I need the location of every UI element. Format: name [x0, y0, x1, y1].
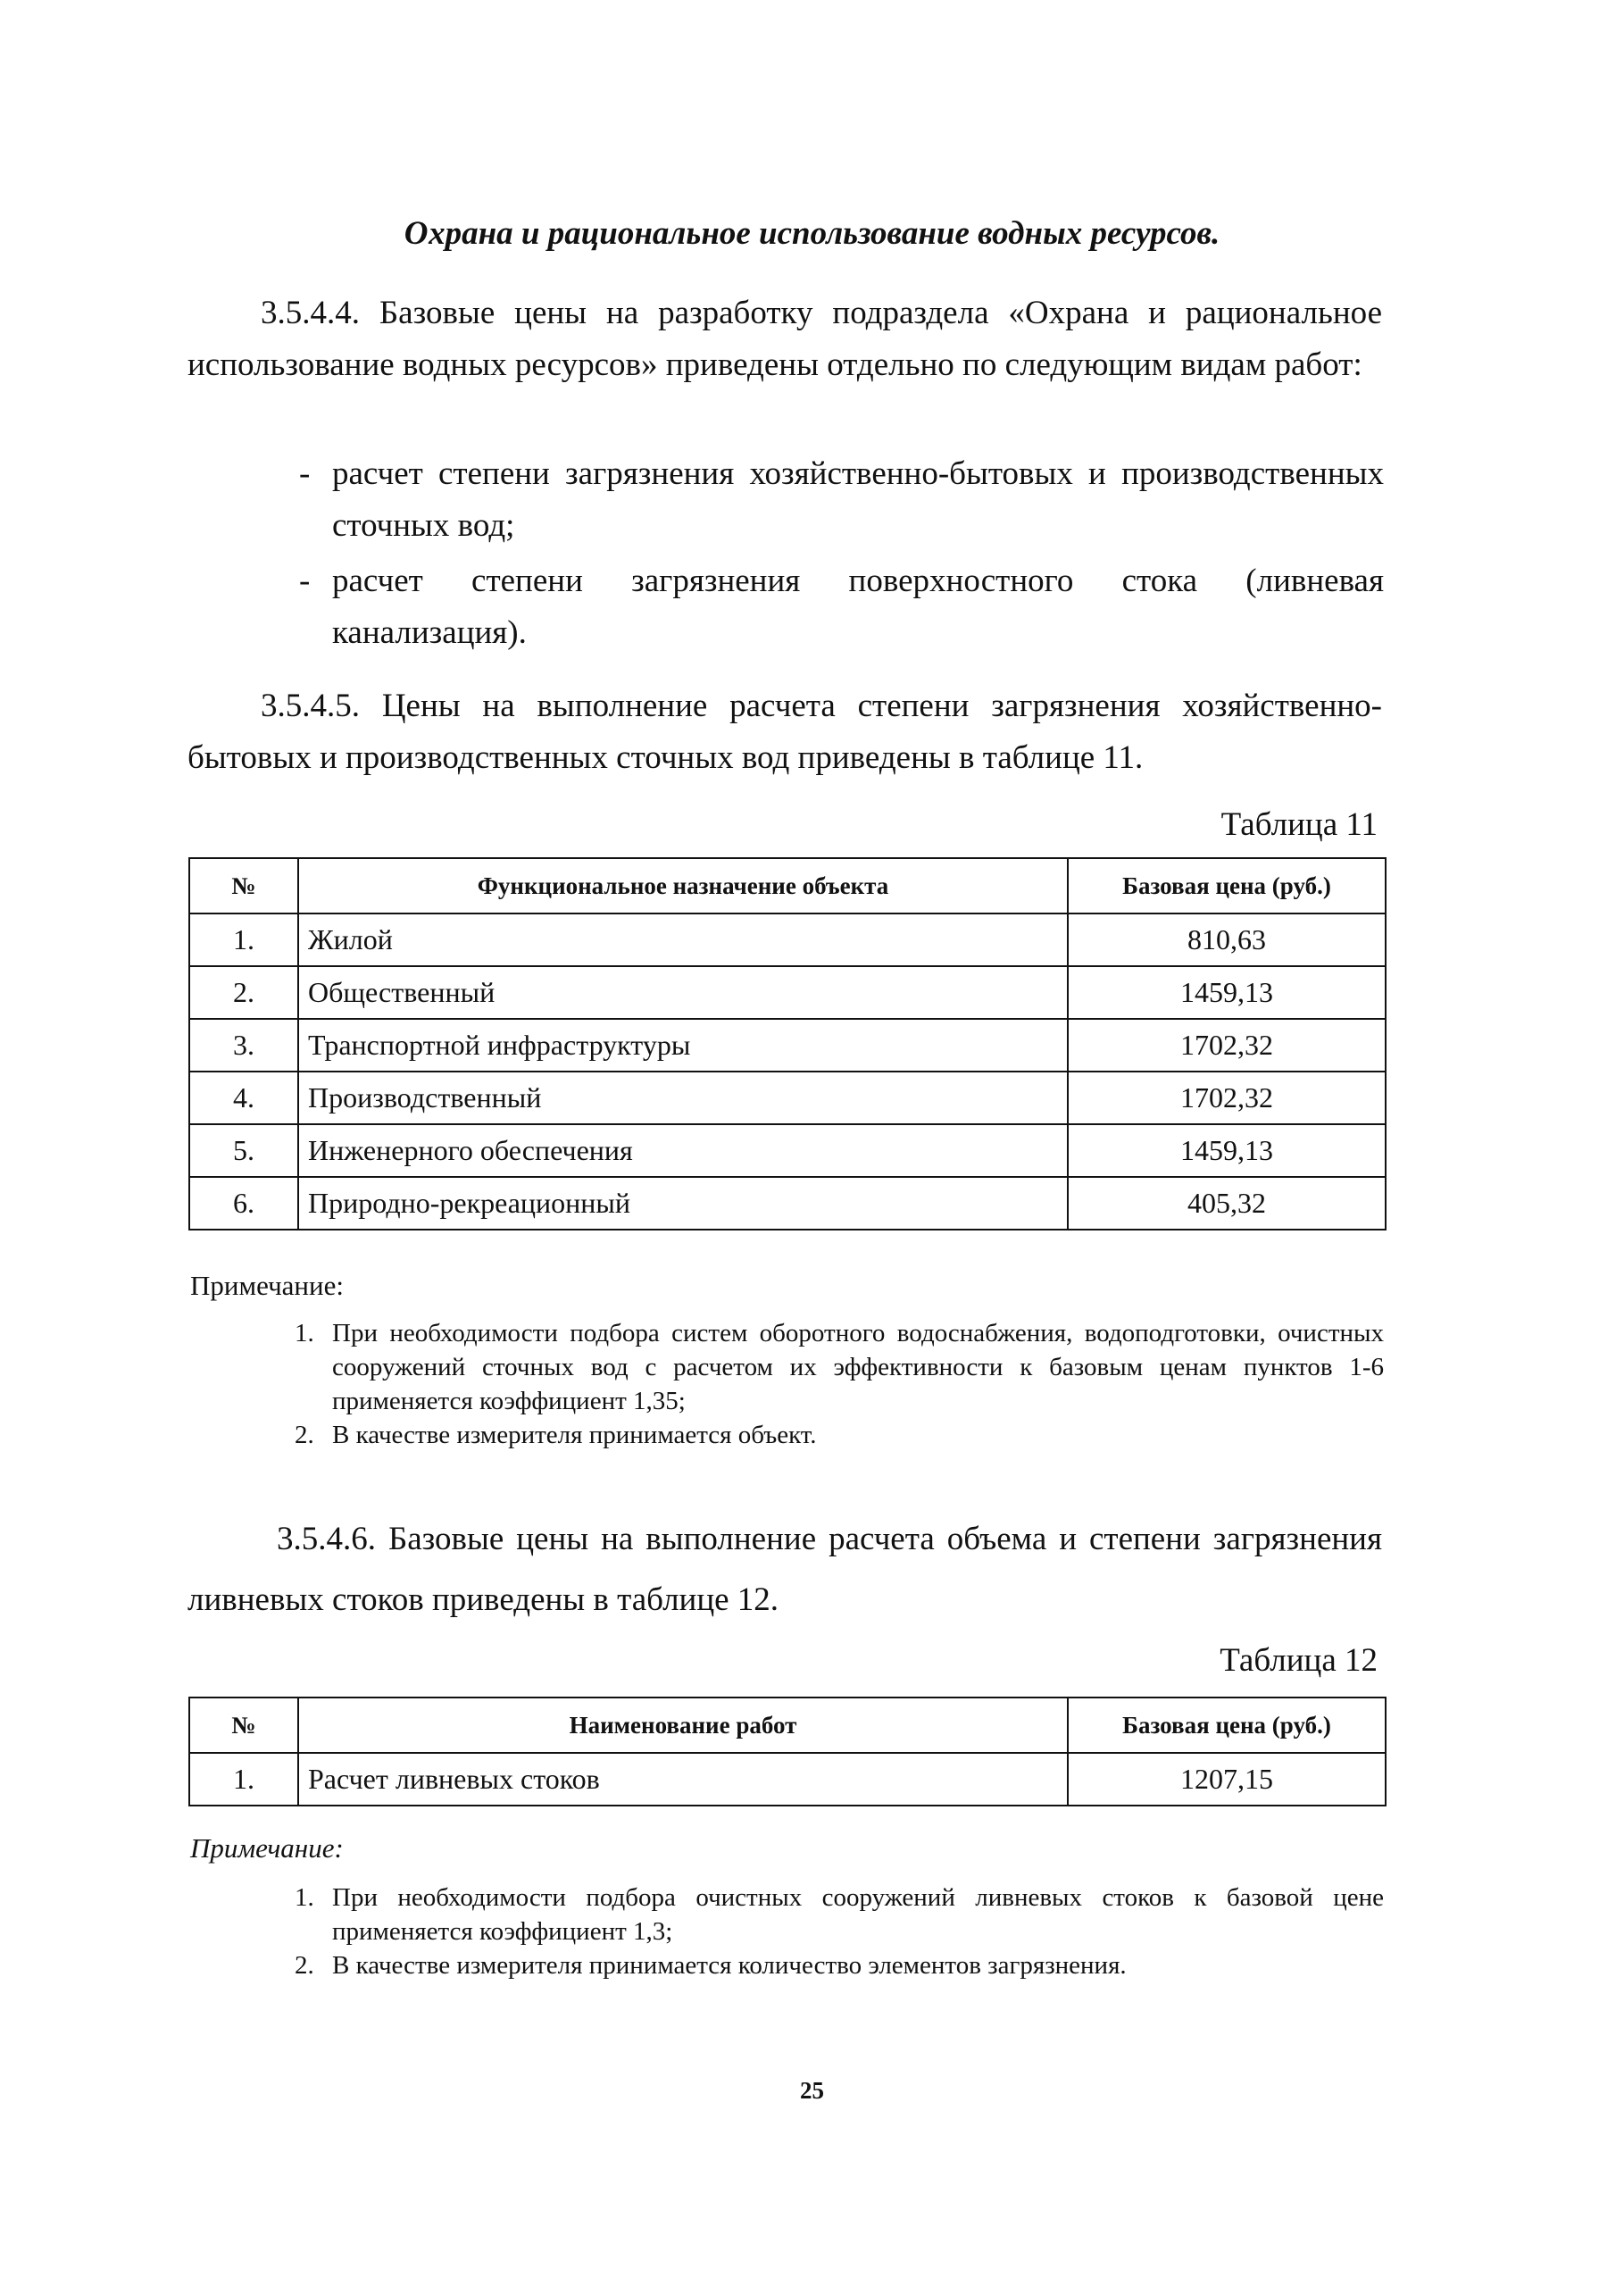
- row-number: 5.: [189, 1124, 298, 1177]
- row-work-name: Расчет ливневых стоков: [298, 1753, 1068, 1806]
- note-1-list: [295, 1316, 1384, 1452]
- note-item: 2. В качестве измерителя принимается объект.: [295, 1421, 817, 1449]
- bullet-item-2: [299, 555, 1384, 659]
- table-row: [189, 1072, 1386, 1124]
- bullet-item-1: [299, 448, 1384, 552]
- table-row: [189, 966, 1386, 1019]
- table-11: [188, 857, 1387, 1230]
- paragraph-3-5-4-5: [187, 680, 1382, 784]
- row-number: 3.: [189, 1019, 298, 1072]
- note-2-label: Примечание:: [190, 1832, 344, 1864]
- row-function: Жилой: [298, 913, 1068, 966]
- table-12-caption: Таблица 12: [1220, 1642, 1378, 1679]
- row-function: Общественный: [298, 966, 1068, 1019]
- column-header-work-name: Наименование работ: [298, 1698, 1068, 1753]
- column-header-function: Функциональное назначение объекта: [298, 858, 1068, 913]
- bullet-text: расчет степени загрязнения поверхностного стока (ливневая канализация).: [332, 563, 1384, 651]
- row-price: 1459,13: [1068, 1124, 1386, 1177]
- table-12: [188, 1697, 1387, 1806]
- row-number: 1.: [189, 913, 298, 966]
- page-number: 25: [800, 2077, 824, 2104]
- paragraph-3-5-4-6: [187, 1509, 1382, 1631]
- row-price: 1207,15: [1068, 1753, 1386, 1806]
- column-header-price: Базовая цена (руб.): [1068, 858, 1386, 913]
- paragraph-text: 3.5.4.6. Базовые цены на выполнение расчета объема и степени загрязнения ливневых стоков приведены в таблице 12.: [187, 1521, 1382, 1618]
- table-row: [189, 1177, 1386, 1230]
- row-function: Производственный: [298, 1072, 1068, 1124]
- row-price: 1702,32: [1068, 1019, 1386, 1072]
- note-1-label: Примечание:: [190, 1270, 344, 1301]
- bullet-dash: -: [299, 455, 311, 492]
- table-11-caption: Таблица 11: [1220, 806, 1378, 843]
- note-2-list: [295, 1881, 1384, 1982]
- row-price: 405,32: [1068, 1177, 1386, 1230]
- table-row: [189, 1753, 1386, 1806]
- row-function: Природно-рекреационный: [298, 1177, 1068, 1230]
- table-row: [189, 1124, 1386, 1177]
- note-text: При необходимости подбора систем оборотного водоснабжения, водоподготовки, очистных сооружений сточных вод с расчетом их эффективности к базовым ценам пунктов 1-6 применяется коэффициент 1,35;: [332, 1319, 1384, 1415]
- paragraph-text: 3.5.4.5. Цены на выполнение расчета степени загрязнения хозяйственно-бытовых и производственных сточных вод приведены в таблице 11.: [187, 688, 1382, 776]
- table-row: [189, 1019, 1386, 1072]
- note-text: В качестве измерителя принимается количество элементов загрязнения.: [332, 1951, 1127, 1980]
- row-function: Транспортной инфраструктуры: [298, 1019, 1068, 1072]
- section-heading: Охрана и рациональное использование водных ресурсов.: [404, 215, 1220, 252]
- row-price: 1459,13: [1068, 966, 1386, 1019]
- note-item: 1. При необходимости подбора систем оборотного водоснабжения, водоподготовки, очистных сооружений сточных вод с расчетом их эффективности к базовым ценам пунктов 1-6 применяется коэффициент 1,35;: [295, 1319, 1384, 1415]
- row-price: 1702,32: [1068, 1072, 1386, 1124]
- paragraph-3-5-4-4: [187, 288, 1382, 391]
- table-row: [189, 913, 1386, 966]
- note-item: 1. При необходимости подбора очистных сооружений ливневых стоков к базовой цене применяется коэффициент 1,3;: [295, 1883, 1384, 1946]
- row-number: 2.: [189, 966, 298, 1019]
- row-number: 6.: [189, 1177, 298, 1230]
- note-text: В качестве измерителя принимается объект.: [332, 1421, 817, 1449]
- column-header-number: №: [189, 1698, 298, 1753]
- table-header-row: [189, 1698, 1386, 1753]
- bullet-dash: -: [299, 563, 311, 599]
- row-number: 4.: [189, 1072, 298, 1124]
- row-price: 810,63: [1068, 913, 1386, 966]
- note-item: 2. В качестве измерителя принимается количество элементов загрязнения.: [295, 1951, 1127, 1980]
- column-header-number: №: [189, 858, 298, 913]
- bullet-text: расчет степени загрязнения хозяйственно-бытовых и производственных сточных вод;: [332, 455, 1384, 544]
- table-header-row: [189, 858, 1386, 913]
- row-function: Инженерного обеспечения: [298, 1124, 1068, 1177]
- column-header-price: Базовая цена (руб.): [1068, 1698, 1386, 1753]
- row-number: 1.: [189, 1753, 298, 1806]
- paragraph-text: 3.5.4.4. Базовые цены на разработку подраздела «Охрана и рациональное использование водных ресурсов» приведены отдельно по следующим видам работ:: [187, 295, 1382, 383]
- note-text: При необходимости подбора очистных сооружений ливневых стоков к базовой цене применяется коэффициент 1,3;: [332, 1883, 1384, 1946]
